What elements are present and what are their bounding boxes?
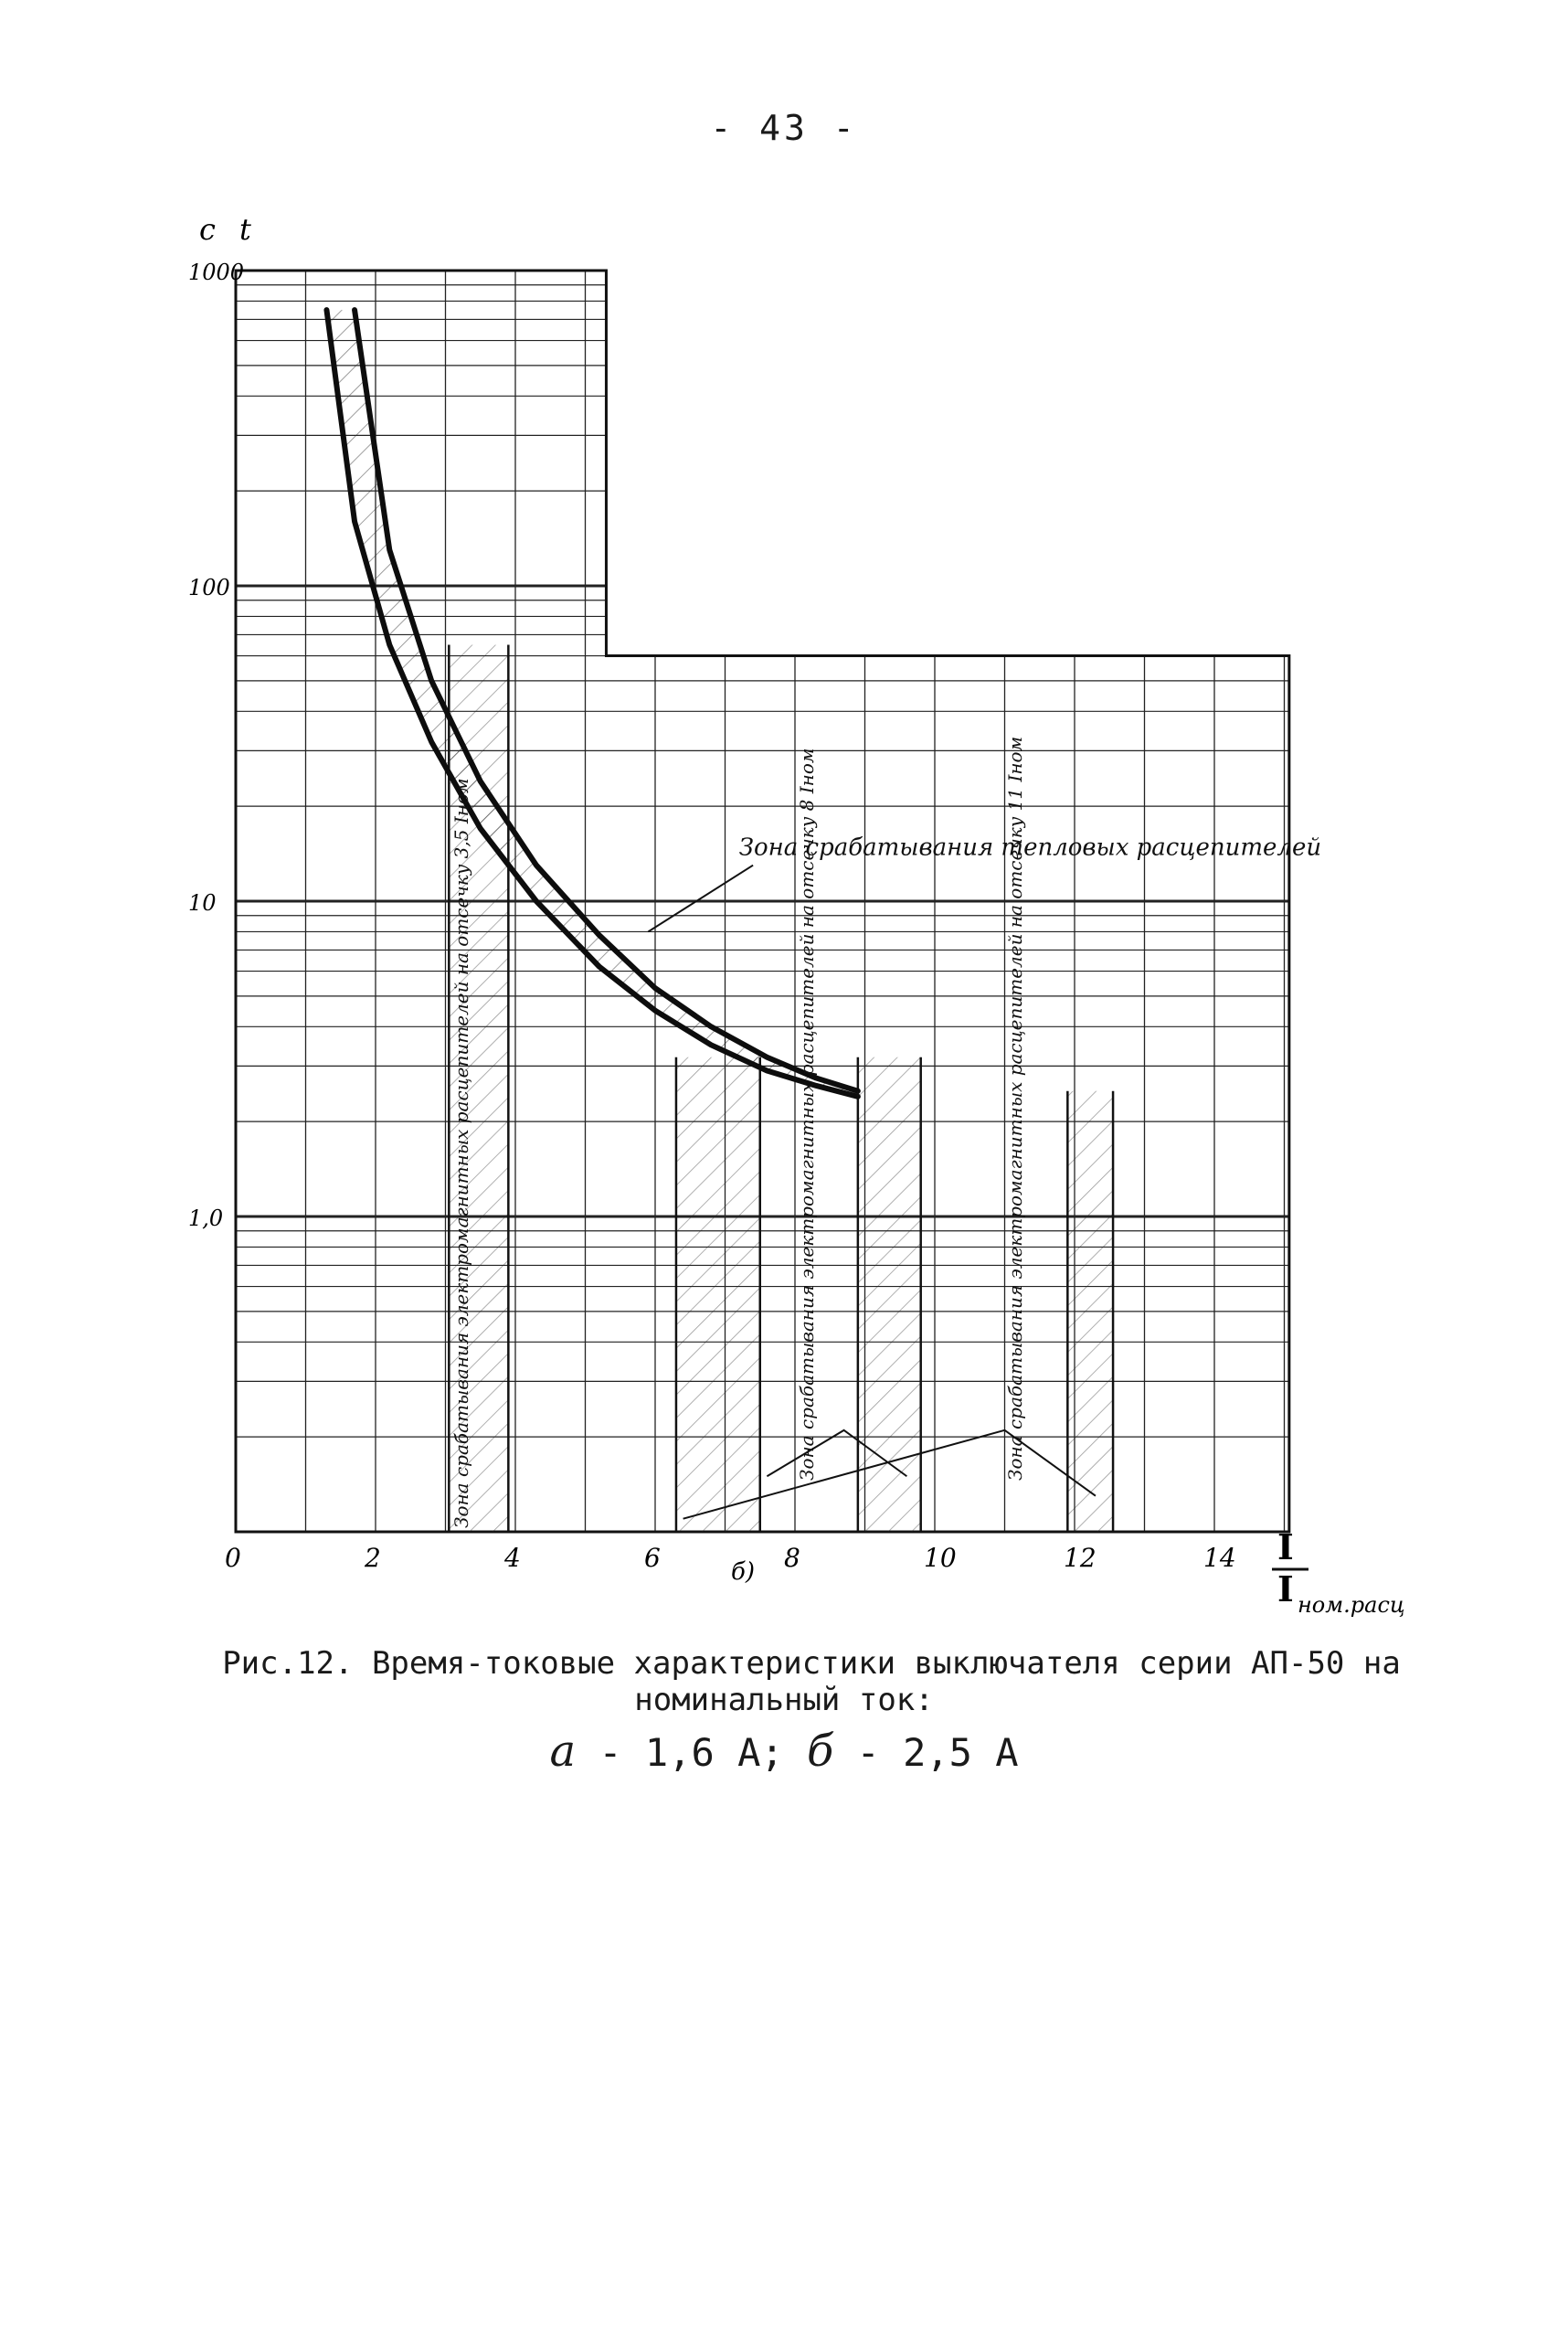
y-tick-label: 100 xyxy=(188,575,230,600)
zone-band-8-right xyxy=(858,1057,921,1532)
figure-caption-line1: Рис.12. Время-токовые характеристики выключателя серии АП-50 на xyxy=(222,1645,1401,1682)
thermal-zone-leader xyxy=(648,866,753,932)
caption-a-letter: а xyxy=(549,1726,577,1777)
x-label-numerator: I xyxy=(1277,1526,1294,1567)
caption-b-value: - 2,5 А xyxy=(833,1730,1019,1775)
figure-caption-line2: номинальный ток: xyxy=(634,1682,934,1718)
y-unit-label: с xyxy=(199,212,216,247)
y-symbol-label: t xyxy=(239,212,251,247)
y-tick-label: 10 xyxy=(188,890,217,916)
x-tick-label: 0 xyxy=(225,1543,241,1573)
curve-layer xyxy=(326,310,857,1097)
x-tick-label: 6 xyxy=(644,1543,661,1573)
page-number: - 43 - xyxy=(710,108,858,148)
figure-caption-line3 xyxy=(0,1726,1568,1777)
x-label-denominator-sub: ном.расц xyxy=(1298,1592,1405,1618)
chart-grid xyxy=(236,271,1289,1532)
caption-b-letter: б xyxy=(806,1726,834,1777)
thermal-zone-label: Зона срабатывания тепловых расцепителей xyxy=(738,834,1322,862)
zone-11-label: Зона срабатывания электромагнитных расцепителей на отсечку 11 Iном xyxy=(1004,736,1026,1481)
x-tick-label: 14 xyxy=(1203,1543,1236,1573)
x-tick-label: 8 xyxy=(784,1543,800,1573)
y-tick-label: 1,0 xyxy=(188,1206,224,1231)
x-tick-label: 2 xyxy=(365,1543,381,1573)
thermal-zone-band xyxy=(326,310,857,1097)
zone-8-label: Зона срабатывания электромагнитных расцепителей на отсечку 8 Iном xyxy=(796,748,818,1481)
x-tick-label: 12 xyxy=(1064,1543,1097,1573)
zone-band-8 xyxy=(676,1057,760,1532)
x-tick-label: 10 xyxy=(924,1543,957,1573)
x-tick-label: 4 xyxy=(504,1543,521,1573)
zone-3-5-label: Зона срабатывания электромагнитных расцепителей на отсечку 3,5 Iном xyxy=(450,778,472,1528)
thermal-curve-lower xyxy=(326,310,857,1097)
x-label-denominator: I xyxy=(1277,1568,1294,1609)
zone-band-11 xyxy=(1067,1091,1113,1532)
subfigure-b-label: б) xyxy=(731,1558,756,1586)
caption-a-value: - 1,6 А; xyxy=(576,1730,784,1775)
y-tick-label: 1000 xyxy=(188,260,245,285)
